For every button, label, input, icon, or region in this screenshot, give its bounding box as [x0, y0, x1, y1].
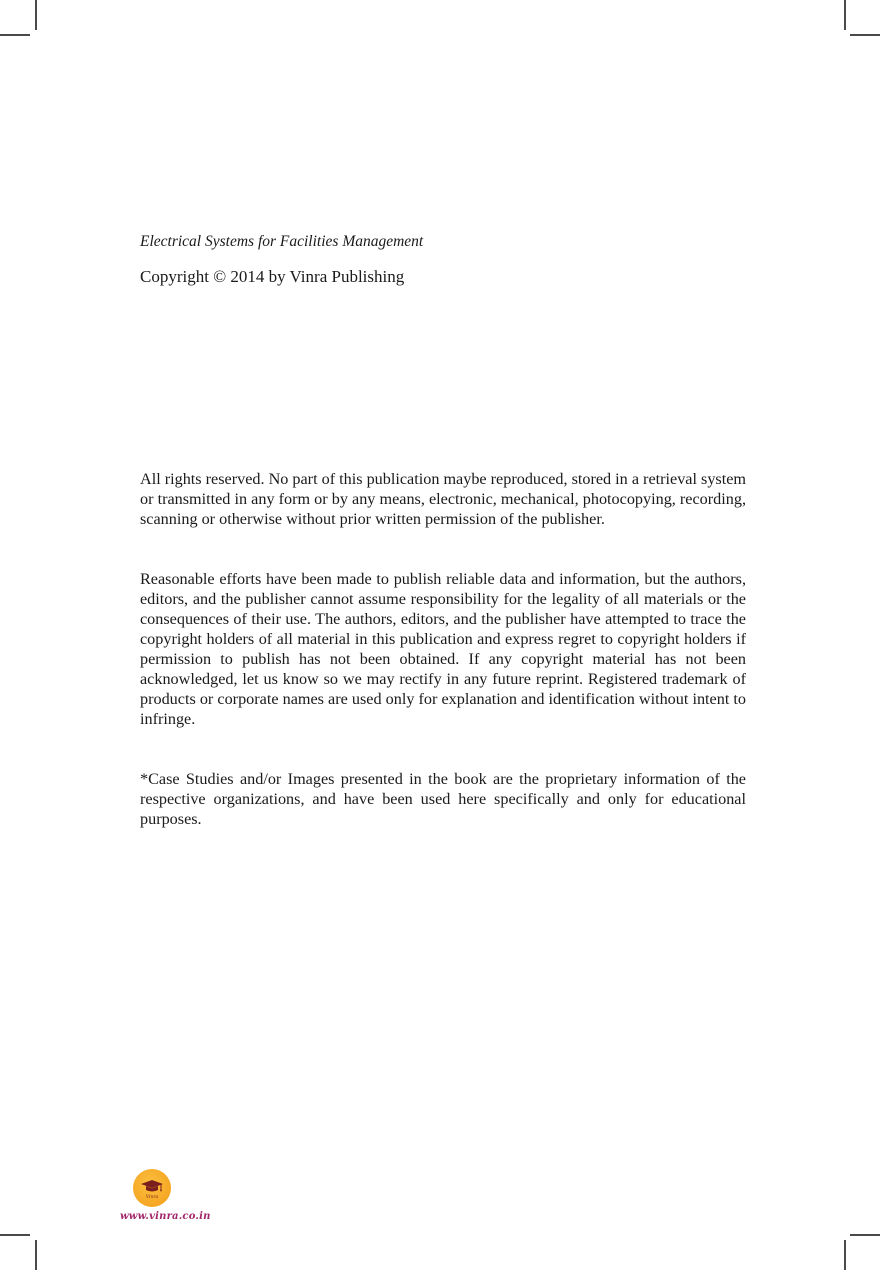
publisher-logo [133, 1169, 171, 1207]
case-studies-note-paragraph: *Case Studies and/or Images presented in the book are the proprietary information of the respective organizations, and have been used here specifically and only for educational purposes. [140, 770, 746, 828]
publisher-website-link[interactable]: www.vinra.co.in [120, 1211, 211, 1222]
crop-mark-top-right-horizontal [850, 34, 880, 36]
crop-mark-top-right-vertical [844, 0, 846, 30]
disclaimer-paragraph: Reasonable efforts have been made to publish reliable data and information, but the authors, editors, and the publisher cannot assume responsibility for the legality of all materials or the consequences of their use. The authors, editors, and the publisher have attempted to trace the copyright holders of all material in this publication and express regret to copyright holders if permission to publish has not been obtained. If any copyright material has not been acknowledged, let us know so we may rectify in any future reprint. Registered trademark of products or corporate names are used only for explanation and identification without intent to infringe. [140, 570, 746, 728]
book-title: Electrical Systems for Facilities Management [140, 233, 424, 250]
copyright-line: Copyright © 2014 by Vinra Publishing [140, 267, 405, 286]
crop-mark-bottom-left-vertical [35, 1240, 37, 1270]
crop-mark-top-left-vertical [35, 0, 37, 30]
svg-text:Vinra: Vinra [145, 1195, 159, 1200]
crop-mark-bottom-left-horizontal [0, 1234, 30, 1236]
crop-mark-bottom-right-horizontal [850, 1234, 880, 1236]
crop-mark-top-left-horizontal [0, 34, 30, 36]
rights-reserved-paragraph: All rights reserved. No part of this publication maybe reproduced, stored in a retrieval system or transmitted in any form or by any means, electronic, mechanical, photocopying, recording, scanning or otherwise without prior written permission of the publisher. [140, 470, 746, 528]
crop-mark-bottom-right-vertical [844, 1240, 846, 1270]
graduation-cap-icon [139, 1175, 165, 1201]
